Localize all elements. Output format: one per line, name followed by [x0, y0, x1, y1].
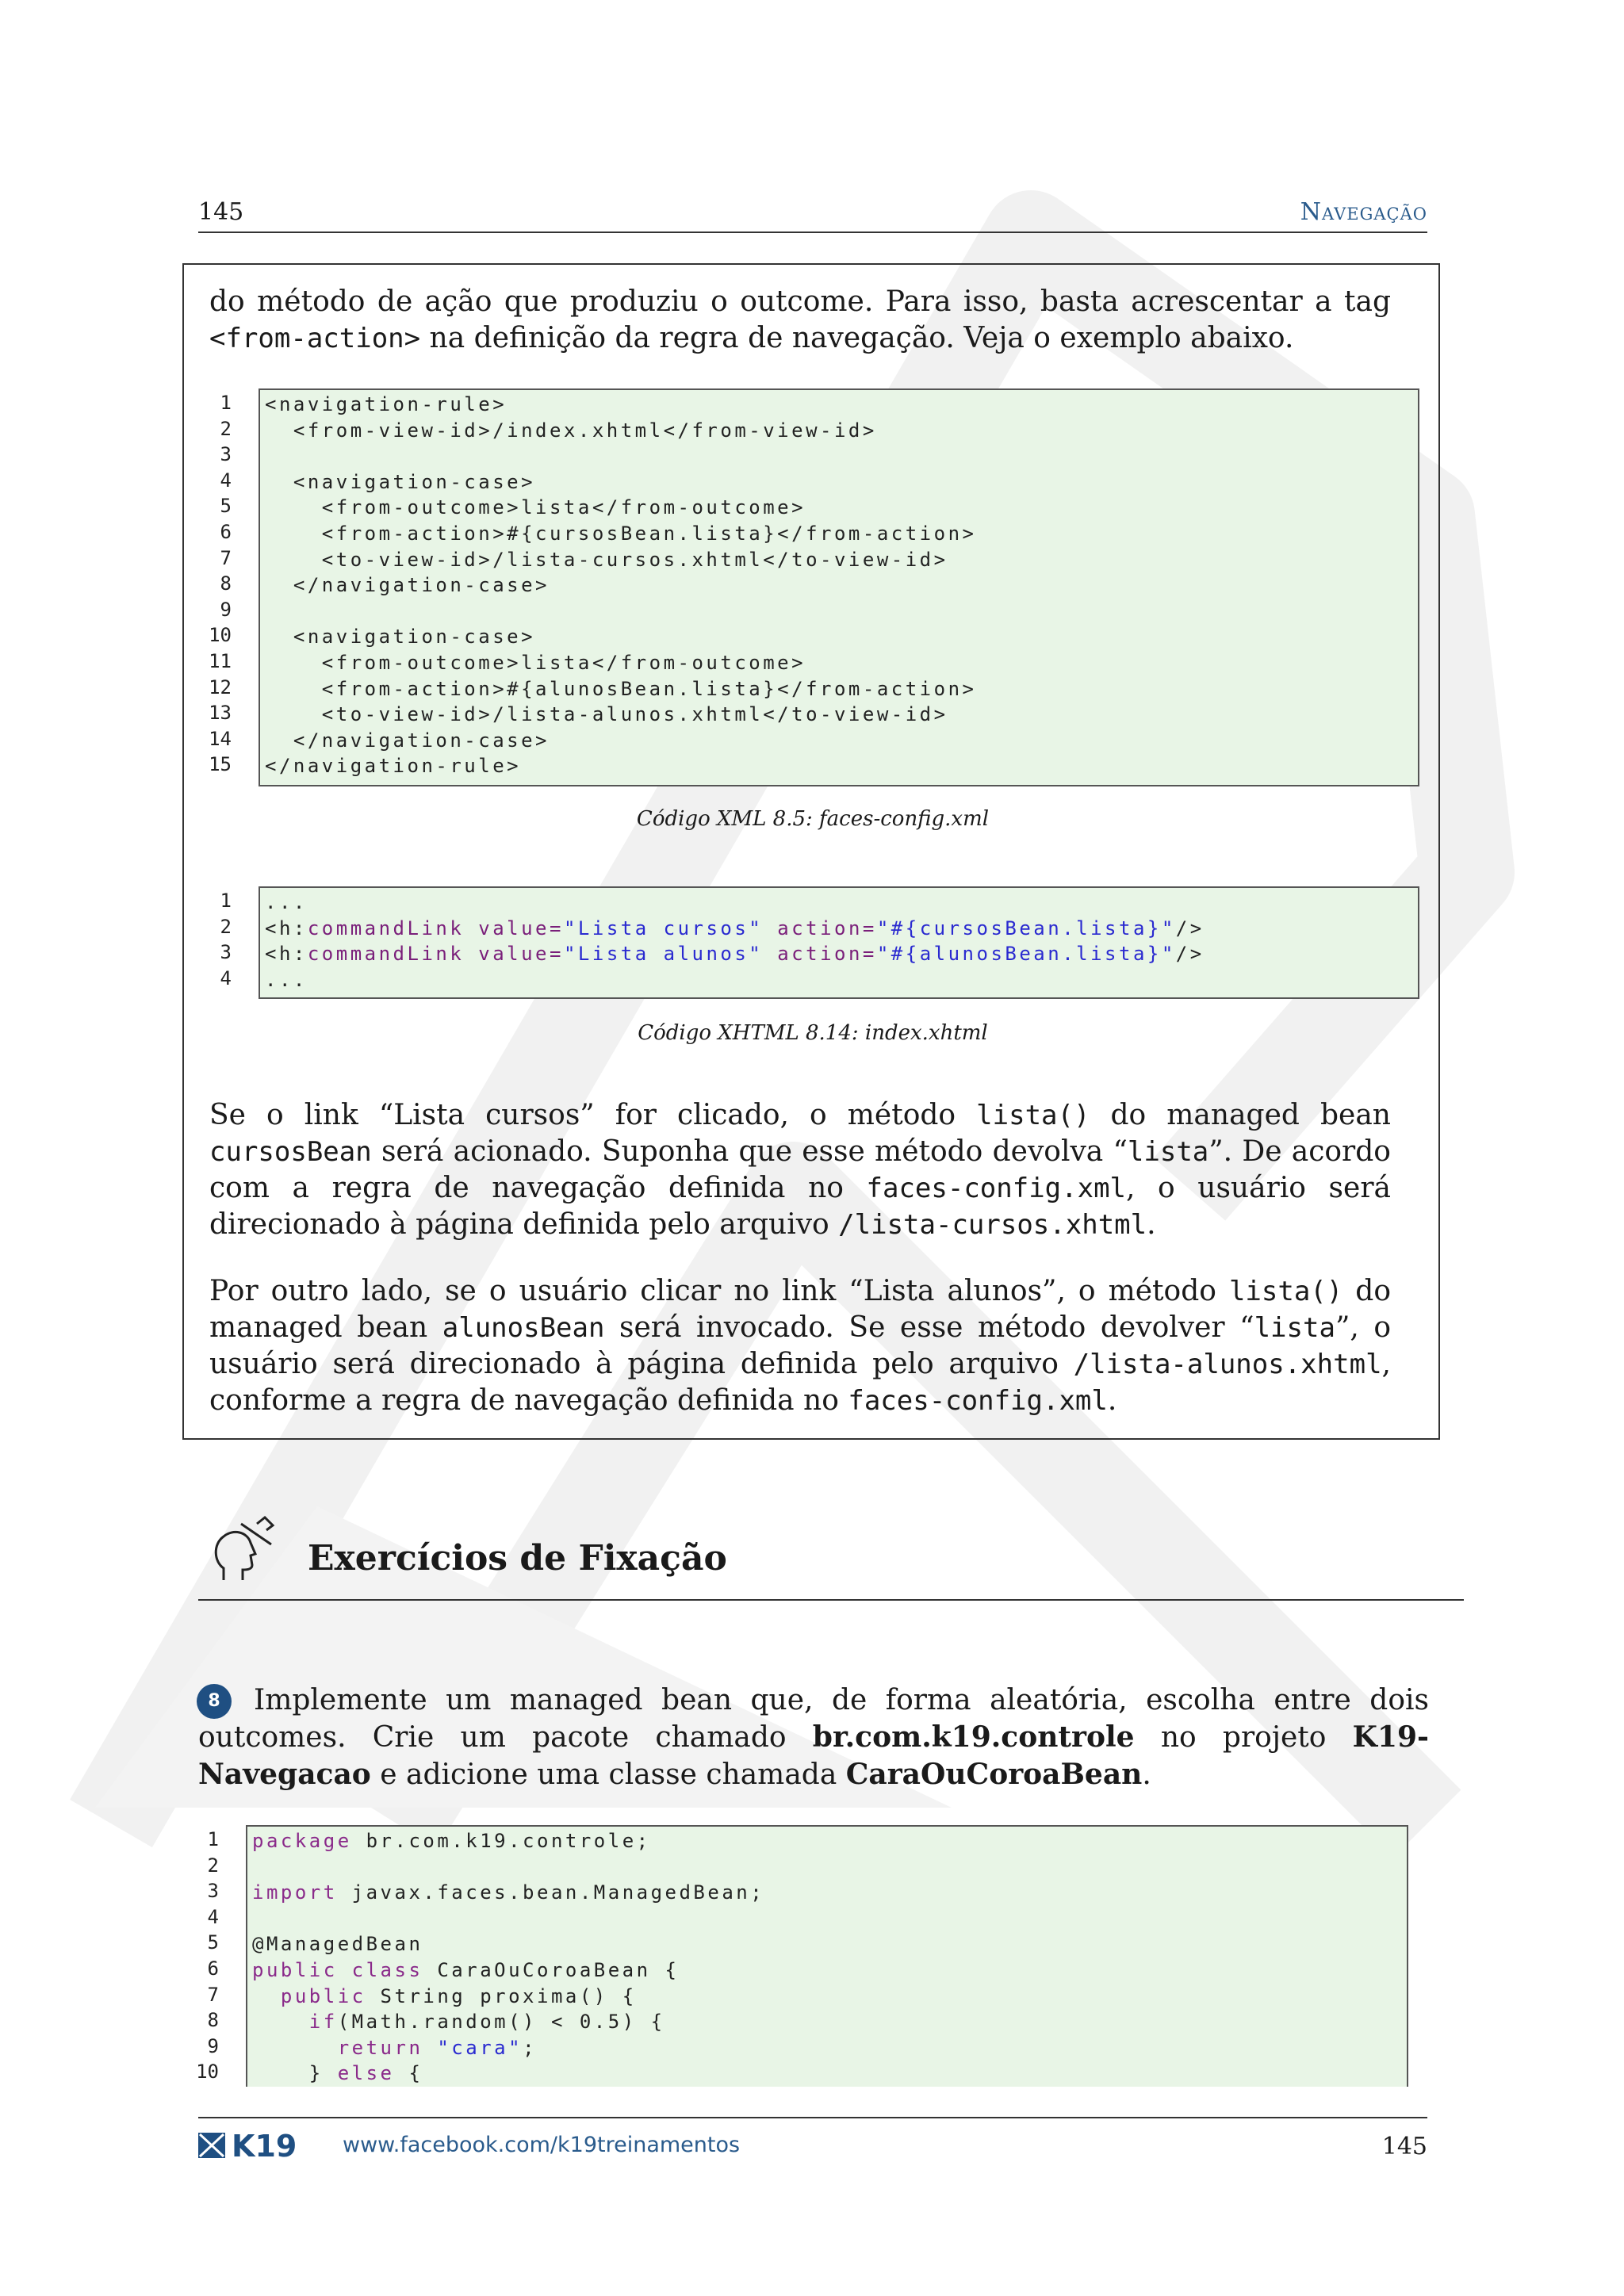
line-number: 7 — [207, 1983, 219, 2006]
line-number: 4 — [220, 469, 232, 492]
line-number: 11 — [209, 650, 232, 672]
line-number: 1 — [220, 392, 232, 414]
attr-action: action= — [763, 916, 877, 939]
text: no projeto — [1134, 1721, 1353, 1754]
string-literal: "Lista cursos" — [563, 916, 764, 939]
text: Se o link “Lista cursos” for clicado, o método — [209, 1099, 977, 1131]
line-number: 4 — [220, 966, 232, 989]
indent — [252, 2037, 338, 2059]
string-literal: "Lista alunos" — [563, 943, 764, 966]
code: String proxima() { — [366, 1984, 637, 2007]
line-number: 8 — [207, 2009, 219, 2032]
intro-text-2: na definição da regra de navegação. Veja o exemplo abaixo. — [420, 322, 1294, 354]
keyword: import — [252, 1881, 338, 1904]
project-name: K19-Navegacao — [198, 1720, 1429, 1791]
listing1-line: <navigation-case> — [265, 470, 536, 493]
text: ”. De acordo com a regra de navegação definida no — [209, 1135, 1391, 1204]
keyword: public class — [252, 1959, 423, 1981]
k19-logo-text: K19 — [232, 2130, 297, 2161]
attr-value: value= — [464, 943, 564, 966]
intro-paragraph — [209, 284, 1391, 357]
listing1-line: <to-view-id>/lista-alunos.xhtml</to-view-id> — [265, 703, 948, 726]
inline-code: /lista-cursos.xhtml — [838, 1209, 1147, 1241]
listing1-line: </navigation-rule> — [265, 755, 522, 778]
listing2-line-1: ... — [265, 891, 308, 913]
listing1-line: </navigation-case> — [265, 729, 550, 752]
keyword: public — [280, 1984, 366, 2007]
string-literal: "#{alunosBean.lista}" — [876, 943, 1176, 966]
indent — [252, 1985, 281, 2007]
listing3-line-8 — [252, 2009, 665, 2035]
exercise-number-badge: 8 — [197, 1684, 232, 1719]
inline-code: lista() — [1228, 1276, 1343, 1307]
line-number: 7 — [220, 546, 232, 569]
tag-close: /> — [1175, 943, 1205, 966]
text: Implemente um managed bean que, de forma aleatória, escolha entre dois outcomes. Crie um pacote chamado — [198, 1684, 1429, 1754]
text: ”, o usuário será direcionado à página definida pelo arquivo — [209, 1311, 1392, 1380]
line-number: 10 — [196, 2061, 219, 2084]
code: (Math.random() < 0.5) { — [337, 2011, 665, 2034]
space — [423, 2037, 437, 2059]
listing3-line-10 — [252, 2061, 423, 2087]
line-number: 2 — [207, 1854, 219, 1877]
text: . — [1147, 1208, 1156, 1241]
listing3-line-5: @ManagedBean — [252, 1933, 423, 1956]
inline-code: lista() — [976, 1100, 1090, 1131]
inline-code: alunosBean — [442, 1312, 605, 1344]
line-number: 3 — [207, 1880, 219, 1903]
inline-code: /lista-alunos.xhtml — [1073, 1349, 1382, 1380]
text: será acionado. Suponha que esse método devolva “ — [371, 1135, 1128, 1168]
line-number: 5 — [207, 1931, 219, 1954]
package-name: br.com.k19.controle — [812, 1720, 1135, 1754]
attr-value: value= — [464, 916, 564, 939]
listing2-line-2 — [265, 916, 1205, 942]
footer-page-number: 145 — [1381, 2133, 1427, 2160]
chapter-title: Navegação — [1300, 198, 1427, 226]
intro-text: do método de ação que produziu o outcome. Para isso, basta acrescentar a tag — [209, 285, 1391, 318]
line-number: 6 — [207, 1957, 219, 1980]
facebook-link[interactable]: www.facebook.com/k19treinamentos — [343, 2133, 741, 2157]
listing1-line: <from-outcome>lista</from-outcome> — [265, 652, 806, 674]
text: do managed bean — [1090, 1099, 1391, 1131]
text: será invocado. Se esse método devolver “ — [604, 1311, 1254, 1344]
listing1-caption: Código XML 8.5: faces-config.xml — [636, 807, 990, 831]
line-number: 3 — [220, 941, 232, 964]
listing1-line: <from-view-id>/index.xhtml</from-view-id> — [265, 419, 877, 442]
inline-code: faces-config.xml — [848, 1385, 1108, 1417]
line-number: 1 — [220, 890, 232, 912]
listing1-line: <navigation-rule> — [265, 393, 508, 415]
listing1-line: <from-action>#{alunosBean.lista}</from-action> — [265, 677, 977, 700]
listing1-line: <navigation-case> — [265, 626, 536, 649]
listing2-code-panel — [259, 886, 1419, 999]
code: } — [252, 2062, 338, 2085]
keyword: package — [252, 1830, 352, 1852]
line-number: 5 — [220, 495, 232, 518]
keyword: else — [337, 2062, 395, 2085]
code: br.com.k19.controle; — [351, 1830, 651, 1852]
footer-divider — [198, 2117, 1427, 2118]
text: . — [1142, 1758, 1151, 1791]
listing2-line-4: ... — [265, 968, 308, 991]
header-page-number: 145 — [198, 198, 244, 226]
line-number: 2 — [220, 417, 232, 440]
line-number: 9 — [220, 598, 232, 621]
text: Por outro lado, se o usuário clicar no link “Lista alunos”, o método — [209, 1275, 1229, 1307]
intro-code: <from-action> — [209, 323, 421, 354]
line-number: 9 — [207, 2034, 219, 2057]
paragraph-alunos — [209, 1273, 1391, 1419]
string-literal: "cara" — [437, 2036, 523, 2059]
code: ; — [523, 2036, 538, 2059]
inline-code: faces-config.xml — [866, 1173, 1127, 1204]
listing1-code-panel — [259, 388, 1419, 786]
code: CaraOuCoroaBean { — [423, 1959, 680, 1981]
listing2-caption: Código XHTML 8.14: index.xhtml — [638, 1021, 988, 1045]
exercise-text — [198, 1682, 1429, 1793]
listing1-line: <to-view-id>/lista-cursos.xhtml</to-view-id> — [265, 548, 948, 571]
exercise-head-icon — [208, 1513, 287, 1592]
attr-action: action= — [763, 943, 877, 966]
line-number: 10 — [209, 624, 232, 647]
tag-open: <h: — [265, 943, 308, 966]
tag-open: <h: — [265, 916, 308, 939]
inline-code: lista — [1254, 1312, 1335, 1344]
code: javax.faces.bean.ManagedBean; — [337, 1881, 765, 1904]
line-number: 2 — [220, 915, 232, 938]
keyword: return — [337, 2036, 423, 2059]
tag-close: /> — [1175, 916, 1205, 939]
listing1-line: </navigation-case> — [265, 574, 550, 597]
listing1-line: <from-outcome>lista</from-outcome> — [265, 496, 806, 519]
text: e adicione uma classe chamada — [370, 1758, 846, 1791]
text: . — [1107, 1384, 1117, 1417]
text: , conforme a regra de navegação definida no — [209, 1348, 1391, 1417]
section-divider — [198, 1599, 1464, 1601]
content-box — [182, 263, 1440, 1440]
line-number: 12 — [209, 675, 232, 698]
listing2-line-3 — [265, 941, 1205, 967]
section-title: Exercícios de Fixação — [308, 1538, 727, 1578]
listing3-line-7 — [252, 1984, 637, 2010]
line-number: 8 — [220, 572, 232, 595]
tag-name: commandLink — [307, 916, 465, 939]
listing3-line-3 — [252, 1880, 764, 1906]
k19-logo — [197, 2130, 324, 2161]
header-divider — [198, 232, 1427, 233]
line-number: 1 — [207, 1828, 219, 1850]
class-name: CaraOuCoroaBean — [845, 1758, 1143, 1791]
listing1-line: <from-action>#{cursosBean.lista}</from-action> — [265, 522, 977, 545]
indent — [252, 2011, 309, 2033]
line-number: 3 — [220, 443, 232, 466]
inline-code: lista — [1127, 1136, 1209, 1168]
listing3-code-panel — [246, 1825, 1408, 2087]
code: { — [394, 2062, 423, 2085]
text: , o usuário será direcionado à página definida pelo arquivo — [209, 1172, 1391, 1241]
line-number: 13 — [209, 702, 232, 725]
line-number: 15 — [209, 753, 232, 776]
paragraph-cursos — [209, 1097, 1391, 1243]
tag-name: commandLink — [307, 943, 465, 966]
keyword: if — [308, 2011, 338, 2034]
inline-code: cursosBean — [209, 1136, 372, 1168]
listing3-line-6 — [252, 1957, 679, 1984]
line-number: 4 — [207, 1905, 219, 1928]
string-literal: "#{cursosBean.lista}" — [876, 916, 1176, 939]
listing3-line-1 — [252, 1828, 651, 1854]
line-number: 6 — [220, 521, 232, 543]
text: do managed bean — [209, 1275, 1391, 1344]
line-number: 14 — [209, 727, 232, 750]
listing3-line-9 — [252, 2035, 537, 2061]
